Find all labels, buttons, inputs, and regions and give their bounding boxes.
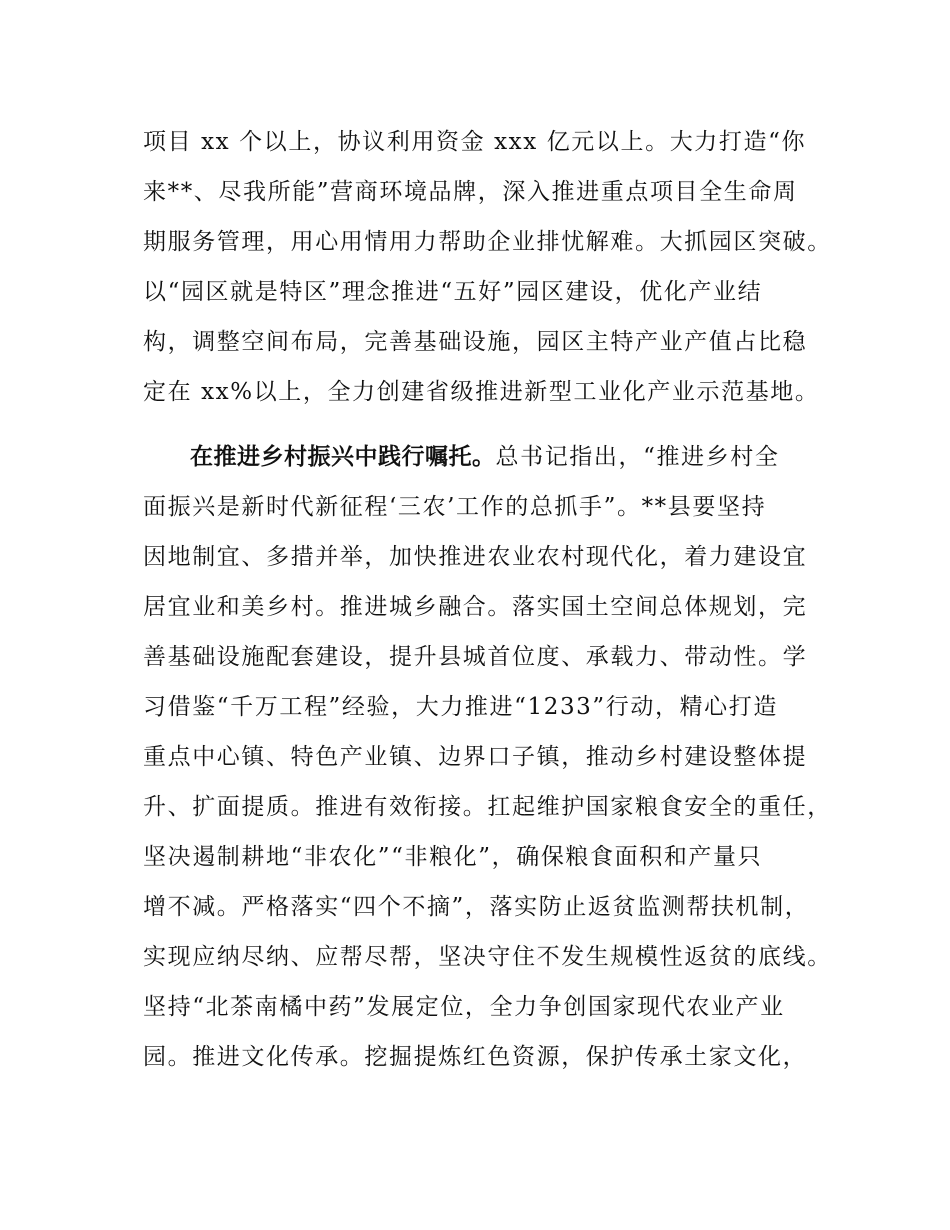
paragraph-line: 增不减。严格落实“四个不摘”，落实防止返贫监测帮扶机制， bbox=[143, 894, 810, 920]
paragraph-line: 升、扩面提质。推进有效衔接。扛起维护国家粮食安全的重任， bbox=[143, 794, 832, 820]
paragraph-line: 重点中心镇、特色产业镇、边界口子镇，推动乡村建设整体提 bbox=[143, 744, 808, 770]
paragraph-line: 以“园区就是特区”理念推进“五好”园区建设，优化产业结 bbox=[143, 279, 763, 305]
paragraph-line: 来**、尽我所能”营商环境品牌，深入推进重点项目全生命周 bbox=[143, 179, 798, 205]
paragraph-line: 定在 xx%以上，全力创建省级推进新型工业化产业示范基地。 bbox=[143, 379, 820, 405]
paragraph-line: 因地制宜、多措并举，加快推进农业农村现代化，着力建设宜 bbox=[143, 544, 808, 570]
paragraph-line: 面振兴是新时代新征程‘三农’工作的总抓手”。**县要坚持 bbox=[143, 494, 767, 520]
section-heading: 在推进乡村振兴中践行嘱托。 bbox=[190, 444, 496, 470]
paragraph-line: 习借鉴“千万工程”经验，大力推进“1233”行动，精心打造 bbox=[143, 694, 778, 720]
section-first-line-text: 总书记指出，“推进乡村全 bbox=[495, 444, 780, 470]
paragraph-line: 居宜业和美乡村。推进城乡融合。落实国土空间总体规划，完 bbox=[143, 594, 808, 620]
paragraph-line: 实现应纳尽纳、应帮尽帮，坚决守住不发生规模性返贫的底线。 bbox=[143, 944, 832, 970]
section-first-line bbox=[190, 437, 813, 477]
paragraph-line: 项目 xx 个以上，协议利用资金 xxx 亿元以上。大力打造“你 bbox=[143, 129, 807, 155]
paragraph-line: 坚决遏制耕地“非农化”“非粮化”，确保粮食面积和产量只 bbox=[143, 844, 763, 870]
paragraph-line: 构，调整空间布局，完善基础设施，园区主特产业产值占比稳 bbox=[143, 329, 808, 355]
paragraph-line: 善基础设施配套建设，提升县城首位度、承载力、带动性。学 bbox=[143, 644, 808, 670]
paragraph-line: 园。推进文化传承。挖掘提炼红色资源，保护传承土家文化， bbox=[143, 1044, 808, 1070]
paragraph-line: 期服务管理，用心用情用力帮助企业排忧解难。大抓园区突破。 bbox=[143, 229, 832, 255]
paragraph-line: 坚持“北茶南橘中药”发展定位，全力争创国家现代农业产业 bbox=[143, 994, 785, 1020]
